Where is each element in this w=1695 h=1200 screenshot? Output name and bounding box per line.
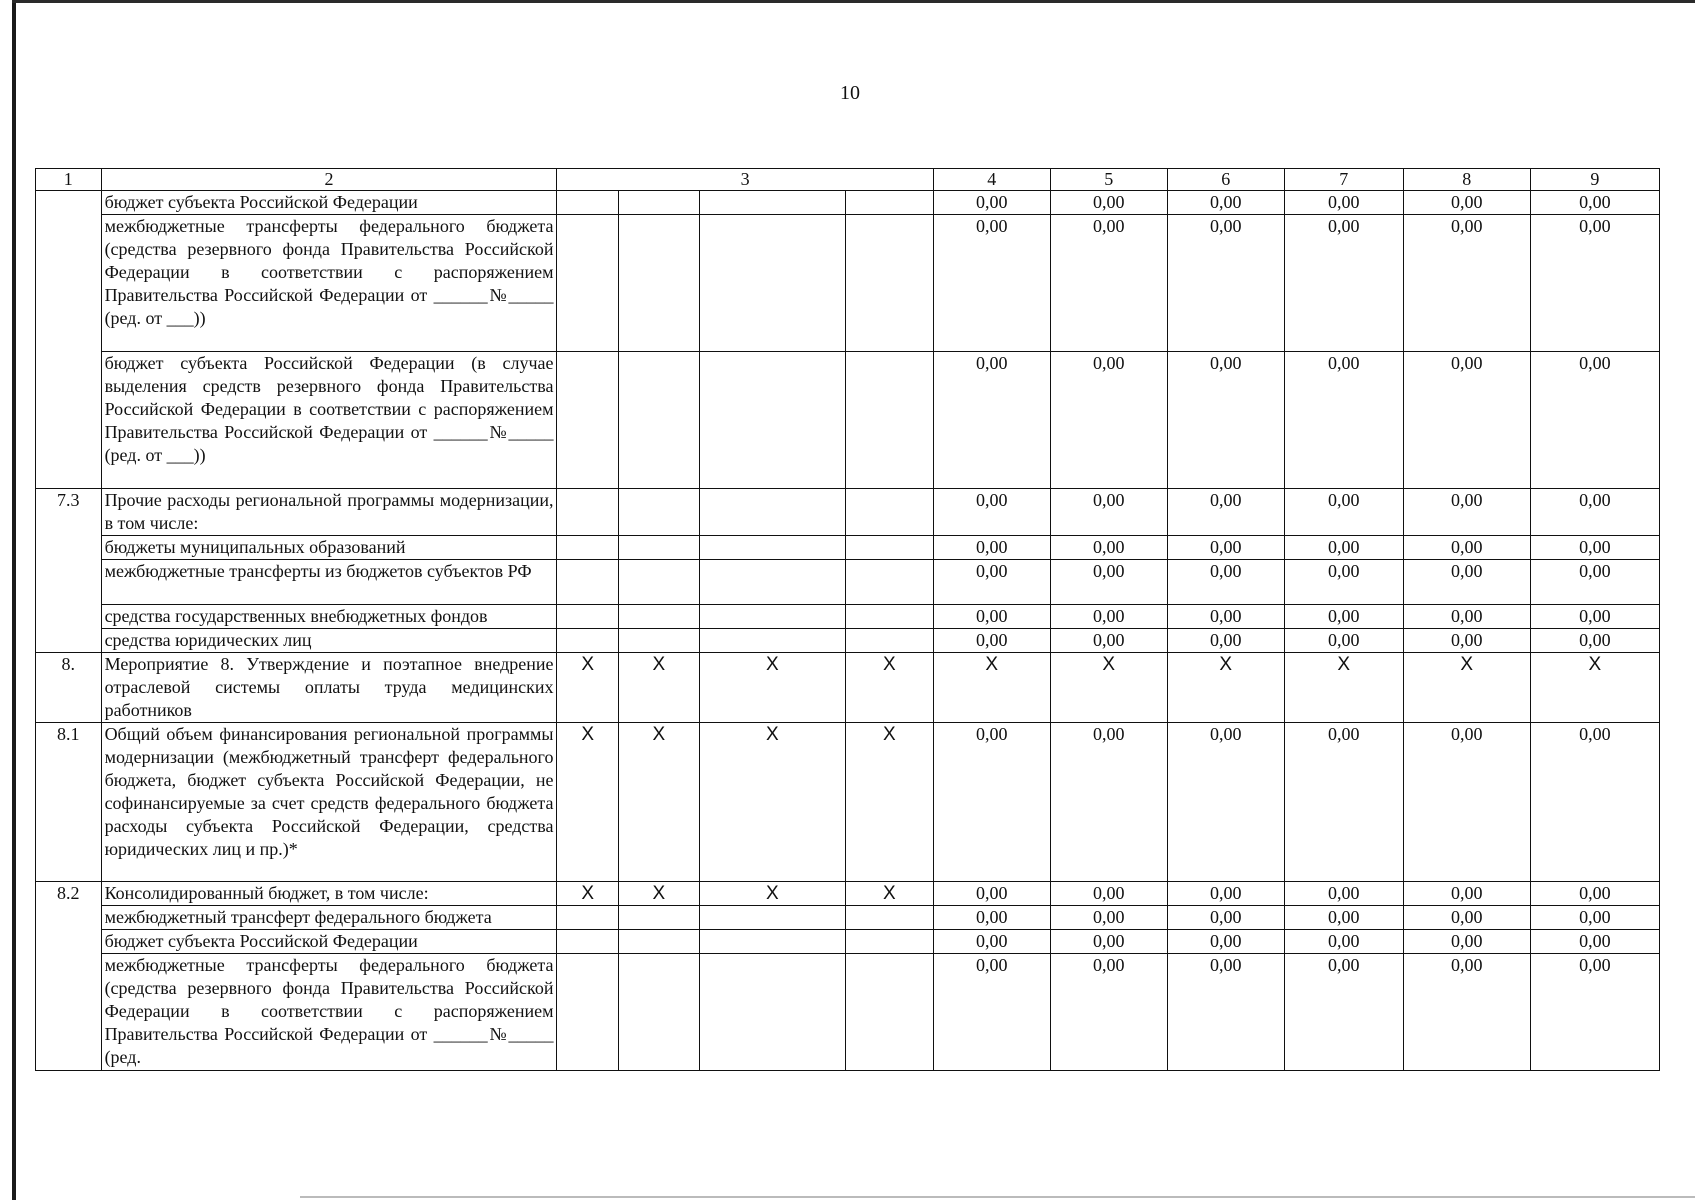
value-cell: 0,00 [933, 882, 1050, 906]
sub-cell [845, 560, 933, 605]
header-col-3: 3 [557, 169, 933, 191]
value-cell: 0,00 [1284, 560, 1403, 605]
sub-cell [557, 906, 619, 930]
x-mark-cell: Х [619, 882, 700, 906]
sub-cell [699, 954, 845, 1071]
sub-cell [619, 605, 700, 629]
value-cell: 0,00 [1530, 930, 1659, 954]
sub-cell [845, 954, 933, 1071]
value-cell: 0,00 [1284, 352, 1403, 489]
value-cell: 0,00 [1403, 191, 1530, 215]
row-description: бюджет субъекта Российской Федерации [101, 930, 557, 954]
sub-cell [619, 215, 700, 352]
value-cell: 0,00 [1050, 930, 1167, 954]
row-description: Прочие расходы региональной программы модернизации, в том числе: [101, 489, 557, 536]
x-mark-cell: Х [1530, 653, 1659, 723]
sub-cell [845, 906, 933, 930]
value-cell: 0,00 [1284, 723, 1403, 882]
x-mark-cell: Х [1284, 653, 1403, 723]
value-cell: 0,00 [933, 560, 1050, 605]
row-description: Общий объем финансирования региональной программы модернизации (межбюджетный трансферт федерального бюджета, бюджет субъекта Российской Федерации, не софинансируемые за счет средств федерального бюджета расходы субъекта Российской Федерации, средства юридических лиц и пр.)* [101, 723, 557, 882]
sub-cell [699, 560, 845, 605]
x-mark-cell: Х [699, 653, 845, 723]
row-description: бюджеты муниципальных образований [101, 536, 557, 560]
value-cell: 0,00 [1403, 605, 1530, 629]
value-cell: 0,00 [1284, 882, 1403, 906]
value-cell: 0,00 [1530, 723, 1659, 882]
sub-cell [699, 629, 845, 653]
sub-cell [619, 560, 700, 605]
value-cell: 0,00 [1284, 536, 1403, 560]
value-cell: 0,00 [1403, 352, 1530, 489]
table-row [36, 629, 1660, 653]
value-cell: 0,00 [1167, 954, 1284, 1071]
table-row [36, 352, 1660, 489]
value-cell: 0,00 [1050, 489, 1167, 536]
sub-cell [699, 191, 845, 215]
sub-cell [619, 536, 700, 560]
value-cell: 0,00 [1403, 930, 1530, 954]
table-row [36, 215, 1660, 352]
value-cell: 0,00 [1530, 906, 1659, 930]
sub-cell [557, 930, 619, 954]
table-row [36, 191, 1660, 215]
row-description: межбюджетные трансферты федерального бюджета (средства резервного фонда Правительства Российской Федерации в соответствии с распоряжением Правительства Российской Федерации от ______№_____ (ред. [101, 954, 557, 1071]
x-mark-cell: Х [845, 653, 933, 723]
row-description: бюджет субъекта Российской Федерации [101, 191, 557, 215]
x-mark-cell: Х [845, 723, 933, 882]
value-cell: 0,00 [1530, 352, 1659, 489]
value-cell: 0,00 [1403, 954, 1530, 1071]
value-cell: 0,00 [1167, 215, 1284, 352]
sub-cell [619, 954, 700, 1071]
value-cell: 0,00 [1167, 560, 1284, 605]
sub-cell [699, 930, 845, 954]
value-cell: 0,00 [933, 906, 1050, 930]
table-row [36, 954, 1660, 1071]
sub-cell [557, 536, 619, 560]
table-row [36, 653, 1660, 723]
x-mark-cell: Х [699, 723, 845, 882]
sub-cell [845, 489, 933, 536]
row-description: Консолидированный бюджет, в том числе: [101, 882, 557, 906]
value-cell: 0,00 [1050, 352, 1167, 489]
table-row [36, 489, 1660, 536]
sub-cell [699, 215, 845, 352]
group-number-8-1: 8.1 [36, 723, 102, 882]
row-number-cell [36, 191, 102, 489]
value-cell: 0,00 [1530, 605, 1659, 629]
value-cell: 0,00 [1284, 629, 1403, 653]
value-cell: 0,00 [1403, 536, 1530, 560]
table-row [36, 930, 1660, 954]
sub-cell [619, 629, 700, 653]
sub-cell [557, 215, 619, 352]
row-description: межбюджетные трансферты федерального бюджета (средства резервного фонда Правительства Российской Федерации в соответствии с распоряжением Правительства Российской Федерации от ______№_____ (ред. от ___)) [101, 215, 557, 352]
x-mark-cell: Х [557, 653, 619, 723]
value-cell: 0,00 [933, 489, 1050, 536]
value-cell: 0,00 [1530, 882, 1659, 906]
value-cell: 0,00 [1284, 930, 1403, 954]
value-cell: 0,00 [1050, 215, 1167, 352]
value-cell: 0,00 [933, 629, 1050, 653]
value-cell: 0,00 [1167, 536, 1284, 560]
sub-cell [557, 489, 619, 536]
sub-cell [845, 352, 933, 489]
table-row [36, 723, 1660, 882]
sub-cell [557, 352, 619, 489]
value-cell: 0,00 [1050, 882, 1167, 906]
sub-cell [619, 352, 700, 489]
x-mark-cell: Х [933, 653, 1050, 723]
header-col-8: 8 [1403, 169, 1530, 191]
value-cell: 0,00 [1167, 489, 1284, 536]
group-number-7-3: 7.3 [36, 489, 102, 653]
header-col-1: 1 [36, 169, 102, 191]
value-cell: 0,00 [1284, 215, 1403, 352]
value-cell: 0,00 [1050, 629, 1167, 653]
sub-cell [845, 629, 933, 653]
scan-edge-left [12, 0, 16, 1200]
value-cell: 0,00 [1284, 906, 1403, 930]
x-mark-cell: Х [619, 723, 700, 882]
x-mark-cell: Х [699, 882, 845, 906]
value-cell: 0,00 [1050, 906, 1167, 930]
sub-cell [699, 536, 845, 560]
row-description: бюджет субъекта Российской Федерации (в случае выделения средств резервного фонда Правительства Российской Федерации в соответствии с распоряжением Правительства Российской Федерации от ______№_____ (ред. от ___)) [101, 352, 557, 489]
value-cell: 0,00 [1050, 723, 1167, 882]
value-cell: 0,00 [1167, 906, 1284, 930]
table-row [36, 536, 1660, 560]
value-cell: 0,00 [1284, 605, 1403, 629]
value-cell: 0,00 [1403, 882, 1530, 906]
sub-cell [845, 930, 933, 954]
sub-cell [619, 906, 700, 930]
sub-cell [699, 352, 845, 489]
value-cell: 0,00 [1050, 954, 1167, 1071]
value-cell: 0,00 [1530, 489, 1659, 536]
value-cell: 0,00 [1530, 560, 1659, 605]
sub-cell [845, 191, 933, 215]
value-cell: 0,00 [1050, 605, 1167, 629]
value-cell: 0,00 [933, 191, 1050, 215]
value-cell: 0,00 [933, 215, 1050, 352]
value-cell: 0,00 [933, 536, 1050, 560]
value-cell: 0,00 [1167, 352, 1284, 489]
group-number-8-2: 8.2 [36, 882, 102, 1071]
x-mark-cell: Х [845, 882, 933, 906]
value-cell: 0,00 [1530, 536, 1659, 560]
sub-cell [845, 536, 933, 560]
value-cell: 0,00 [1403, 723, 1530, 882]
financing-table [35, 168, 1660, 1071]
sub-cell [619, 930, 700, 954]
value-cell: 0,00 [933, 352, 1050, 489]
value-cell: 0,00 [933, 954, 1050, 1071]
value-cell: 0,00 [1167, 930, 1284, 954]
row-description: межбюджетный трансферт федерального бюджета [101, 906, 557, 930]
value-cell: 0,00 [1167, 882, 1284, 906]
sub-cell [557, 605, 619, 629]
value-cell: 0,00 [1530, 191, 1659, 215]
group-number-8: 8. [36, 653, 102, 723]
value-cell: 0,00 [1530, 215, 1659, 352]
table-row [36, 605, 1660, 629]
scan-edge-top [12, 0, 1695, 3]
value-cell: 0,00 [1530, 629, 1659, 653]
x-mark-cell: Х [619, 653, 700, 723]
header-col-6: 6 [1167, 169, 1284, 191]
table-row [36, 882, 1660, 906]
sub-cell [557, 629, 619, 653]
value-cell: 0,00 [1167, 723, 1284, 882]
header-col-7: 7 [1284, 169, 1403, 191]
row-description: межбюджетные трансферты из бюджетов субъектов РФ [101, 560, 557, 605]
value-cell: 0,00 [1050, 191, 1167, 215]
value-cell: 0,00 [933, 723, 1050, 882]
header-col-2: 2 [101, 169, 557, 191]
value-cell: 0,00 [1050, 536, 1167, 560]
header-col-5: 5 [1050, 169, 1167, 191]
header-row [36, 169, 1660, 191]
header-col-9: 9 [1530, 169, 1659, 191]
table-row [36, 906, 1660, 930]
sub-cell [699, 489, 845, 536]
value-cell: 0,00 [1530, 954, 1659, 1071]
x-mark-cell: Х [557, 882, 619, 906]
row-description: средства государственных внебюджетных фондов [101, 605, 557, 629]
value-cell: 0,00 [1403, 906, 1530, 930]
header-col-4: 4 [933, 169, 1050, 191]
x-mark-cell: Х [557, 723, 619, 882]
value-cell: 0,00 [1403, 560, 1530, 605]
sub-cell [845, 605, 933, 629]
sub-cell [557, 560, 619, 605]
sub-cell [845, 215, 933, 352]
sub-cell [557, 191, 619, 215]
page-number: 10 [840, 82, 860, 104]
sub-cell [699, 605, 845, 629]
value-cell: 0,00 [1167, 191, 1284, 215]
value-cell: 0,00 [933, 605, 1050, 629]
value-cell: 0,00 [1167, 629, 1284, 653]
value-cell: 0,00 [1403, 489, 1530, 536]
row-description: средства юридических лиц [101, 629, 557, 653]
value-cell: 0,00 [1050, 560, 1167, 605]
value-cell: 0,00 [1167, 605, 1284, 629]
x-mark-cell: Х [1403, 653, 1530, 723]
table-row [36, 560, 1660, 605]
sub-cell [619, 191, 700, 215]
scan-edge-bottom [300, 1196, 1695, 1198]
x-mark-cell: Х [1050, 653, 1167, 723]
sub-cell [557, 954, 619, 1071]
value-cell: 0,00 [1284, 191, 1403, 215]
value-cell: 0,00 [1284, 954, 1403, 1071]
value-cell: 0,00 [933, 930, 1050, 954]
x-mark-cell: Х [1167, 653, 1284, 723]
sub-cell [619, 489, 700, 536]
value-cell: 0,00 [1284, 489, 1403, 536]
value-cell: 0,00 [1403, 629, 1530, 653]
sub-cell [699, 906, 845, 930]
row-description: Мероприятие 8. Утверждение и поэтапное внедрение отраслевой системы оплаты труда медицинских работников [101, 653, 557, 723]
value-cell: 0,00 [1403, 215, 1530, 352]
